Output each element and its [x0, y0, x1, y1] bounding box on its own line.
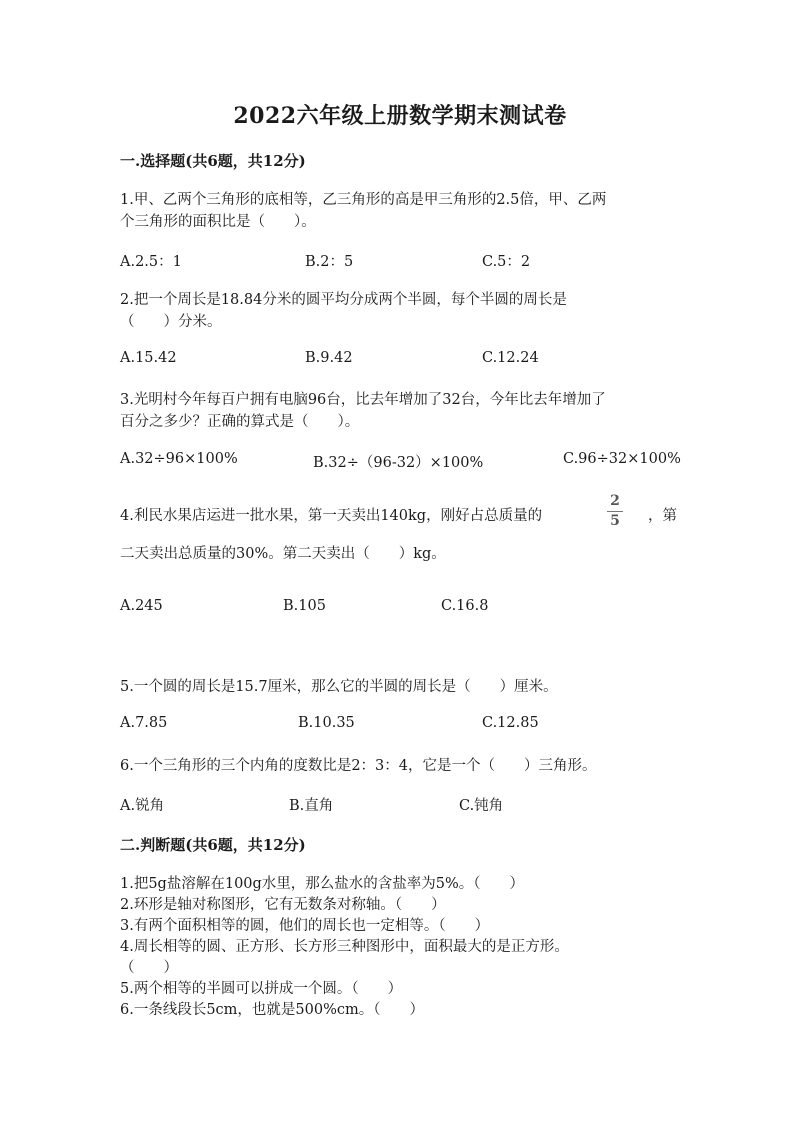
true-false-item-5: 5.两个相等的半圆可以拼成一个圆。（ ）	[120, 981, 403, 997]
true-false-item-6: 6.一条线段长5cm，也就是500%cm。（ ）	[120, 1002, 425, 1018]
question-6-option-b: B.直角	[289, 798, 334, 814]
question-2-option-c: C.12.24	[482, 350, 539, 366]
question-4-line-1-tail: ，第	[648, 508, 677, 524]
question-6-option-c: C.钝角	[459, 798, 504, 814]
question-1-option-a: A.2.5：1	[120, 254, 182, 270]
section-heading-choice: 一.选择题(共6题，共12分)	[120, 152, 306, 170]
fraction-two-fifths	[604, 493, 626, 530]
question-1-line-2: 个三角形的面积比是（ ）。	[120, 214, 316, 230]
question-1-option-b: B.2：5	[305, 254, 354, 270]
question-5-option-c: C.12.85	[482, 715, 539, 731]
fraction-numerator: 2	[610, 493, 620, 509]
true-false-item-1: 1.把5g盐溶解在100g水里，那么盐水的含盐率为5%。（ ）	[120, 876, 525, 892]
fraction-denominator: 5	[610, 513, 620, 529]
question-4-line-2: 二天卖出总质量的30%。第二天卖出（ ）kg。	[120, 546, 446, 562]
question-4-line-1: 4.利民水果店运进一批水果，第一天卖出140kg，刚好占总质量的	[120, 508, 543, 524]
true-false-item-3: 3.有两个面积相等的圆，他们的周长也一定相等。（ ）	[120, 918, 490, 934]
section-heading-true-false: 二.判断题(共6题，共12分)	[120, 836, 306, 854]
page-title: 2022六年级上册数学期末测试卷	[233, 103, 567, 129]
question-4-option-b: B.105	[283, 598, 326, 614]
question-3-option-b: B.32÷（96-32）×100%	[313, 455, 484, 471]
question-1-line-1: 1.甲、乙两个三角形的底相等，乙三角形的高是甲三角形的2.5倍，甲、乙两	[120, 192, 607, 208]
question-6-line-1: 6.一个三角形的三个内角的度数比是2：3：4，它是一个（ ）三角形。	[120, 758, 597, 774]
question-2-line-1: 2.把一个周长是18.84分米的圆平均分成两个半圆，每个半圆的周长是	[120, 292, 567, 308]
fraction-bar	[607, 511, 623, 512]
true-false-item-4: 4.周长相等的圆、正方形、长方形三种图形中，面积最大的是正方形。	[120, 939, 569, 955]
question-5-option-b: B.10.35	[298, 715, 355, 731]
question-4-option-c: C.16.8	[441, 598, 489, 614]
question-3-line-1: 3.光明村今年每百户拥有电脑96台，比去年增加了32台，今年比去年增加了	[120, 392, 606, 408]
question-6-option-a: A.锐角	[120, 798, 165, 814]
true-false-item-2: 2.环形是轴对称图形，它有无数条对称轴。（ ）	[120, 897, 446, 913]
true-false-item-4-blank: （ ）	[120, 960, 178, 976]
question-3-option-a: A.32÷96×100%	[120, 451, 238, 467]
question-2-option-b: B.9.42	[305, 350, 353, 366]
question-5-line-1: 5.一个圆的周长是15.7厘米，那么它的半圆的周长是（ ）厘米。	[120, 679, 558, 695]
question-2-line-2: （ ）分米。	[120, 314, 222, 330]
question-2-option-a: A.15.42	[120, 350, 177, 366]
question-3-option-c: C.96÷32×100%	[563, 451, 681, 467]
question-4-option-a: A.245	[120, 598, 163, 614]
question-1-option-c: C.5：2	[482, 254, 531, 270]
question-5-option-a: A.7.85	[120, 715, 168, 731]
question-3-line-2: 百分之多少？正确的算式是（ ）。	[120, 414, 360, 430]
